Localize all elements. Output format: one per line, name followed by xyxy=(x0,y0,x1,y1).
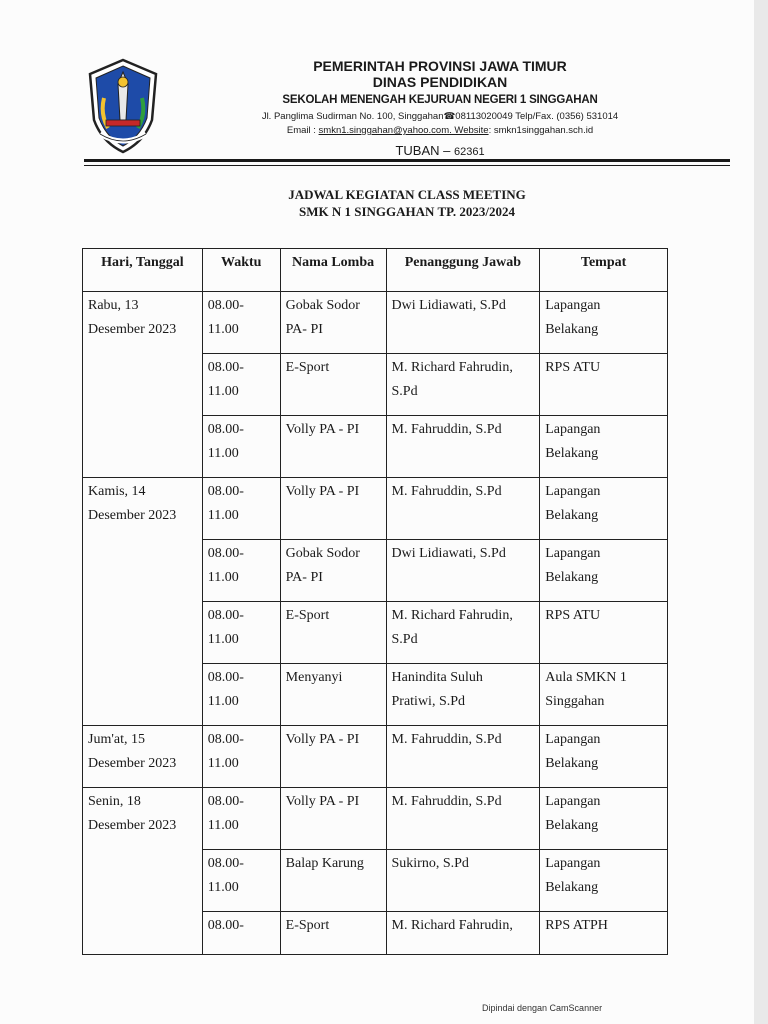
time-cell-line: 11.00 xyxy=(207,446,239,461)
pic-cell xyxy=(386,540,540,602)
time-cell-line: 11.00 xyxy=(207,508,239,523)
time-cell xyxy=(202,788,280,850)
event-cell xyxy=(280,292,386,354)
event-cell xyxy=(280,664,386,726)
title-line-2: SMK N 1 SINGGAHAN TP. 2023/2024 xyxy=(299,204,515,219)
place-cell-line: RPS ATU xyxy=(545,360,601,375)
pic-cell xyxy=(386,292,540,354)
place-cell-line: Lapangan xyxy=(545,484,601,499)
time-cell xyxy=(202,726,280,788)
event-cell-line: Volly PA - PI xyxy=(285,484,360,499)
email-label: Email : xyxy=(286,125,319,136)
table-row xyxy=(83,354,668,416)
place-cell-line: Belakang xyxy=(545,570,599,585)
event-cell-line: Balap Karung xyxy=(285,856,364,871)
place-cell xyxy=(540,602,668,664)
letterhead-school: SEKOLAH MENENGAH KEJURUAN NEGERI 1 SINGGAHAN xyxy=(282,94,598,106)
place-cell xyxy=(540,664,668,726)
event-cell-line: Volly PA - PI xyxy=(285,732,360,747)
table-row xyxy=(83,788,668,850)
event-cell-line: Gobak Sodor xyxy=(285,546,360,561)
pic-cell-line: M. Fahruddin, S.Pd xyxy=(391,794,502,809)
scan-edge xyxy=(754,0,768,1024)
day-cell-line: Desember 2023 xyxy=(88,322,177,337)
document-title xyxy=(84,186,730,220)
time-cell-line: 11.00 xyxy=(207,632,239,647)
pic-cell xyxy=(386,664,540,726)
time-cell-line: 11.00 xyxy=(207,322,239,337)
place-cell-line: Belakang xyxy=(545,880,599,895)
pic-cell xyxy=(386,912,540,955)
time-cell-line: 08.00- xyxy=(207,732,244,747)
header-pic: Penanggung Jawab xyxy=(386,249,540,292)
event-cell-line: PA- PI xyxy=(285,322,323,337)
table-row xyxy=(83,850,668,912)
time-cell-line: 08.00- xyxy=(207,918,244,933)
place-cell-line: Belakang xyxy=(545,446,599,461)
header-place: Tempat xyxy=(540,249,668,292)
pic-cell-line: M. Richard Fahrudin, xyxy=(391,918,513,933)
day-cell-line: Kamis, 14 xyxy=(88,484,146,499)
day-cell xyxy=(83,912,203,955)
day-cell xyxy=(83,478,203,540)
time-cell-line: 11.00 xyxy=(207,756,239,771)
time-cell xyxy=(202,912,280,955)
time-cell xyxy=(202,602,280,664)
event-cell xyxy=(280,912,386,955)
pic-cell-line: Hanindita Suluh xyxy=(391,670,483,685)
place-cell xyxy=(540,726,668,788)
time-cell-line: 11.00 xyxy=(207,570,239,585)
event-cell-line: Volly PA - PI xyxy=(285,794,360,809)
pic-cell-line: M. Richard Fahrudin, xyxy=(391,360,513,375)
day-cell xyxy=(83,292,203,354)
pic-cell-line: Sukirno, S.Pd xyxy=(391,856,469,871)
city-name: TUBAN – xyxy=(395,143,451,158)
day-cell xyxy=(83,664,203,726)
event-cell xyxy=(280,726,386,788)
time-cell-line: 08.00- xyxy=(207,856,244,871)
table-row xyxy=(83,540,668,602)
day-cell xyxy=(83,416,203,478)
pic-cell-line: Dwi Lidiawati, S.Pd xyxy=(391,546,506,561)
event-cell xyxy=(280,540,386,602)
time-cell-line: 11.00 xyxy=(207,880,239,895)
place-cell-line: Lapangan xyxy=(545,732,601,747)
pic-cell-line: M. Fahruddin, S.Pd xyxy=(391,484,502,499)
event-cell-line: Volly PA - PI xyxy=(285,422,360,437)
place-cell-line: RPS ATU xyxy=(545,608,601,623)
letterhead-rule-thick xyxy=(84,159,730,162)
event-cell-line: E-Sport xyxy=(285,918,330,933)
east-java-crest-icon xyxy=(86,58,160,154)
pic-cell-line: Dwi Lidiawati, S.Pd xyxy=(391,298,506,313)
time-cell xyxy=(202,540,280,602)
event-cell-line: E-Sport xyxy=(285,360,330,375)
time-cell-line: 08.00- xyxy=(207,298,244,313)
postal-code: 62361 xyxy=(453,146,485,158)
time-cell-line: 08.00- xyxy=(207,546,244,561)
day-cell xyxy=(83,354,203,416)
pic-cell xyxy=(386,850,540,912)
pic-cell xyxy=(386,726,540,788)
place-cell-line: Singgahan xyxy=(545,694,605,709)
pic-cell-line: M. Richard Fahrudin, xyxy=(391,608,513,623)
pic-cell xyxy=(386,416,540,478)
event-cell xyxy=(280,354,386,416)
pic-cell xyxy=(386,478,540,540)
place-cell-line: Aula SMKN 1 xyxy=(545,670,627,685)
table-row xyxy=(83,478,668,540)
header-day: Hari, Tanggal xyxy=(83,249,203,292)
place-cell xyxy=(540,540,668,602)
table-row xyxy=(83,664,668,726)
event-cell xyxy=(280,788,386,850)
day-cell xyxy=(83,788,203,850)
place-cell-line: RPS ATPH xyxy=(545,918,608,933)
event-cell-line: Gobak Sodor xyxy=(285,298,360,313)
place-cell-line: Belakang xyxy=(545,322,599,337)
place-cell-line: Lapangan xyxy=(545,298,601,313)
email-link[interactable]: smkn1.singgahan@yahoo.com. Website xyxy=(318,125,489,136)
day-cell xyxy=(83,726,203,788)
place-cell xyxy=(540,788,668,850)
event-cell-line: Menyanyi xyxy=(285,670,343,685)
time-cell xyxy=(202,416,280,478)
event-cell xyxy=(280,850,386,912)
letterhead-rule-thin xyxy=(84,165,730,166)
pic-cell xyxy=(386,602,540,664)
schedule-table xyxy=(82,248,668,955)
time-cell-line: 08.00- xyxy=(207,670,244,685)
letterhead-contact xyxy=(160,124,720,138)
place-cell xyxy=(540,850,668,912)
place-cell-line: Belakang xyxy=(545,508,599,523)
event-cell xyxy=(280,416,386,478)
day-cell-line: Jum'at, 15 xyxy=(88,732,145,747)
day-cell-line: Desember 2023 xyxy=(88,756,177,771)
place-cell-line: Lapangan xyxy=(545,546,601,561)
letterhead-department: DINAS PENDIDIKAN xyxy=(372,74,508,90)
time-cell-line: 08.00- xyxy=(207,484,244,499)
time-cell xyxy=(202,354,280,416)
pic-cell xyxy=(386,788,540,850)
scanner-watermark: Dipindai dengan CamScanner xyxy=(482,1003,603,1013)
pic-cell-line: M. Fahruddin, S.Pd xyxy=(391,422,502,437)
time-cell-line: 11.00 xyxy=(207,818,239,833)
place-cell xyxy=(540,292,668,354)
table-header-row xyxy=(83,249,668,292)
time-cell-line: 08.00- xyxy=(207,794,244,809)
table-row xyxy=(83,726,668,788)
table-row xyxy=(83,292,668,354)
event-cell-line: PA- PI xyxy=(285,570,323,585)
event-cell-line: E-Sport xyxy=(285,608,330,623)
time-cell xyxy=(202,292,280,354)
place-cell-line: Belakang xyxy=(545,756,599,771)
day-cell-line: Desember 2023 xyxy=(88,818,177,833)
place-cell-line: Lapangan xyxy=(545,856,601,871)
pic-cell xyxy=(386,354,540,416)
time-cell-line: 08.00- xyxy=(207,608,244,623)
place-cell-line: Belakang xyxy=(545,818,599,833)
header-time: Waktu xyxy=(202,249,280,292)
header-event: Nama Lomba xyxy=(280,249,386,292)
time-cell xyxy=(202,478,280,540)
website-text: : smkn1singgahan.sch.id xyxy=(488,125,594,136)
table-row xyxy=(83,912,668,955)
place-cell-line: Lapangan xyxy=(545,422,601,437)
pic-cell-line: M. Fahruddin, S.Pd xyxy=(391,732,502,747)
event-cell xyxy=(280,478,386,540)
pic-cell-line: S.Pd xyxy=(391,384,418,399)
time-cell-line: 08.00- xyxy=(207,360,244,375)
day-cell xyxy=(83,540,203,602)
time-cell xyxy=(202,664,280,726)
title-line-1: JADWAL KEGIATAN CLASS MEETING xyxy=(288,187,526,202)
place-cell-line: Lapangan xyxy=(545,794,601,809)
time-cell-line: 11.00 xyxy=(207,384,239,399)
pic-cell-line: S.Pd xyxy=(391,632,418,647)
letterhead-government: PEMERINTAH PROVINSI JAWA TIMUR xyxy=(313,58,567,74)
place-cell xyxy=(540,912,668,955)
event-cell xyxy=(280,602,386,664)
time-cell xyxy=(202,850,280,912)
day-cell xyxy=(83,602,203,664)
day-cell-line: Rabu, 13 xyxy=(88,298,139,313)
letterhead xyxy=(160,58,720,161)
place-cell xyxy=(540,416,668,478)
table-row xyxy=(83,602,668,664)
place-cell xyxy=(540,478,668,540)
pic-cell-line: Pratiwi, S.Pd xyxy=(391,694,466,709)
letterhead-address: Jl. Panglima Sudirman No. 100, Singgahan☎08113020049 Telp/Fax. (0356) 531014 xyxy=(261,111,619,122)
time-cell-line: 11.00 xyxy=(207,694,239,709)
day-cell-line: Desember 2023 xyxy=(88,508,177,523)
table-row xyxy=(83,416,668,478)
day-cell-line: Senin, 18 xyxy=(88,794,141,809)
day-cell xyxy=(83,850,203,912)
time-cell-line: 08.00- xyxy=(207,422,244,437)
place-cell xyxy=(540,354,668,416)
